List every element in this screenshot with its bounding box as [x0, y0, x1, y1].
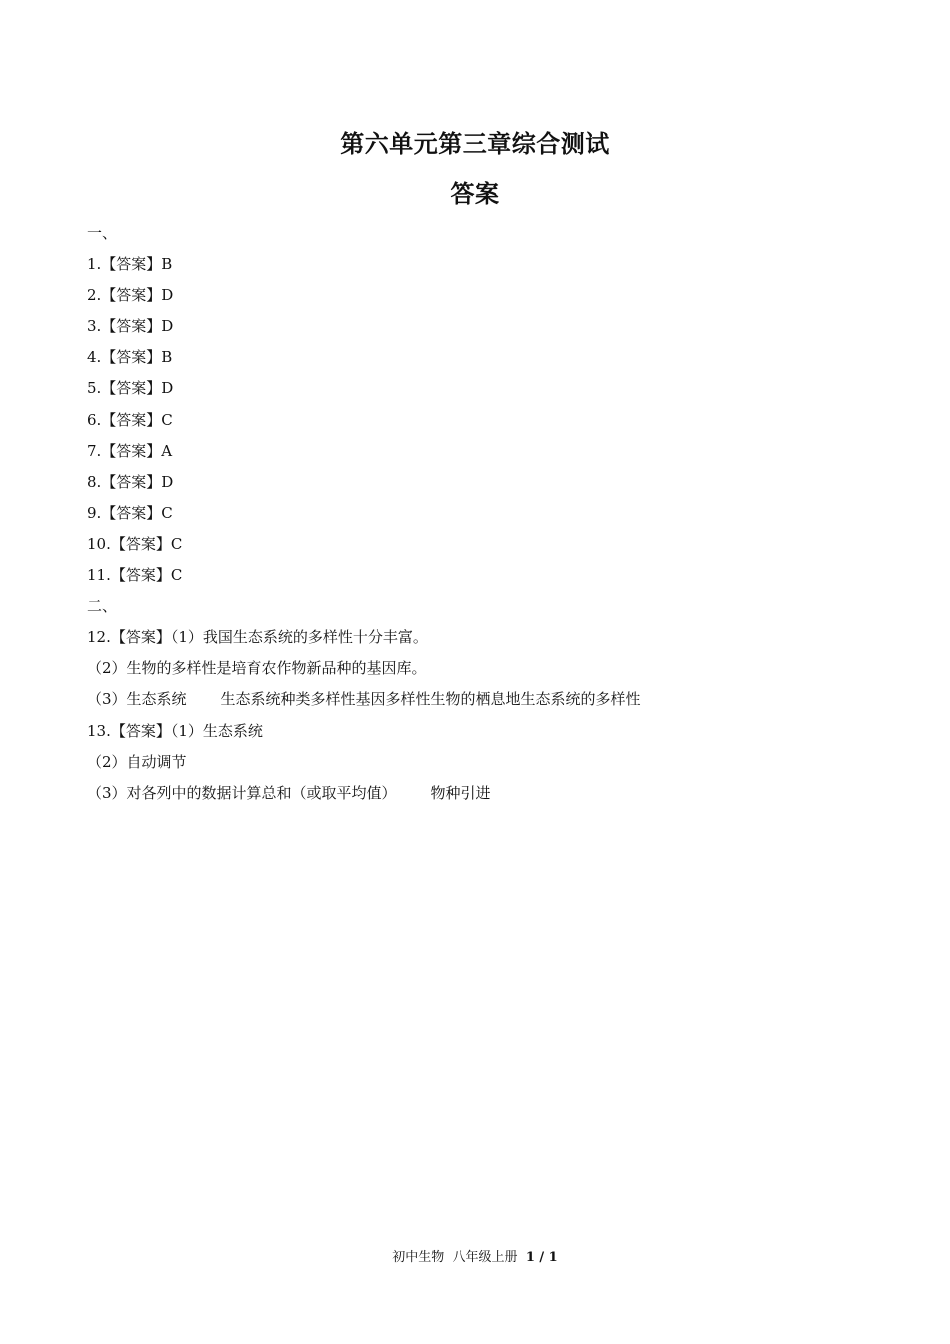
answer-12-line-3	[87, 684, 867, 715]
answer-13-line-3-part-a: （3）对各列中的数据计算总和（或取平均值）	[87, 783, 397, 802]
answer-line-8: 8.【答案】D	[87, 472, 174, 491]
answer-line-11: 11.【答案】C	[87, 566, 183, 585]
document-title: 第六单元第三章综合测试	[340, 130, 610, 158]
answer-line-4: 4.【答案】B	[87, 348, 173, 367]
answer-line-1: 1.【答案】B	[87, 255, 173, 274]
answer-content	[87, 218, 867, 809]
section-label-1: 一、	[87, 224, 118, 242]
answer-13-line-3	[87, 778, 867, 809]
answer-line-2: 2.【答案】D	[87, 286, 174, 305]
answer-line-6: 6.【答案】C	[87, 410, 173, 429]
answer-12-line-3-part-a: （3）生态系统	[87, 690, 187, 709]
document-subtitle: 答案	[450, 180, 500, 208]
answer-13-line-1: 13.【答案】（1）生态系统	[87, 721, 263, 740]
answer-line-10: 10.【答案】C	[87, 534, 183, 553]
section-label-2: 二、	[87, 597, 118, 616]
answer-13-line-3-part-b: 物种引进	[430, 783, 491, 802]
answer-line-7: 7.【答案】A	[87, 441, 173, 460]
answer-line-3: 3.【答案】D	[87, 317, 174, 336]
answer-line-9: 9.【答案】C	[87, 503, 173, 522]
answer-12-line-3-part-b: 生态系统种类多样性基因多样性生物的栖息地生态系统的多样性	[220, 690, 641, 709]
answer-12-line-1: 12.【答案】（1）我国生态系统的多样性十分丰富。	[87, 628, 428, 647]
page-footer	[0, 1246, 950, 1265]
answer-line-5: 5.【答案】D	[87, 379, 174, 398]
answer-13-line-2: （2）自动调节	[87, 752, 187, 771]
footer-page-number: 1 / 1	[525, 1250, 558, 1265]
answer-12-line-2: （2）生物的多样性是培育农作物新品种的基因库。	[87, 659, 427, 678]
footer-subject: 初中生物 八年级上册	[392, 1250, 518, 1265]
